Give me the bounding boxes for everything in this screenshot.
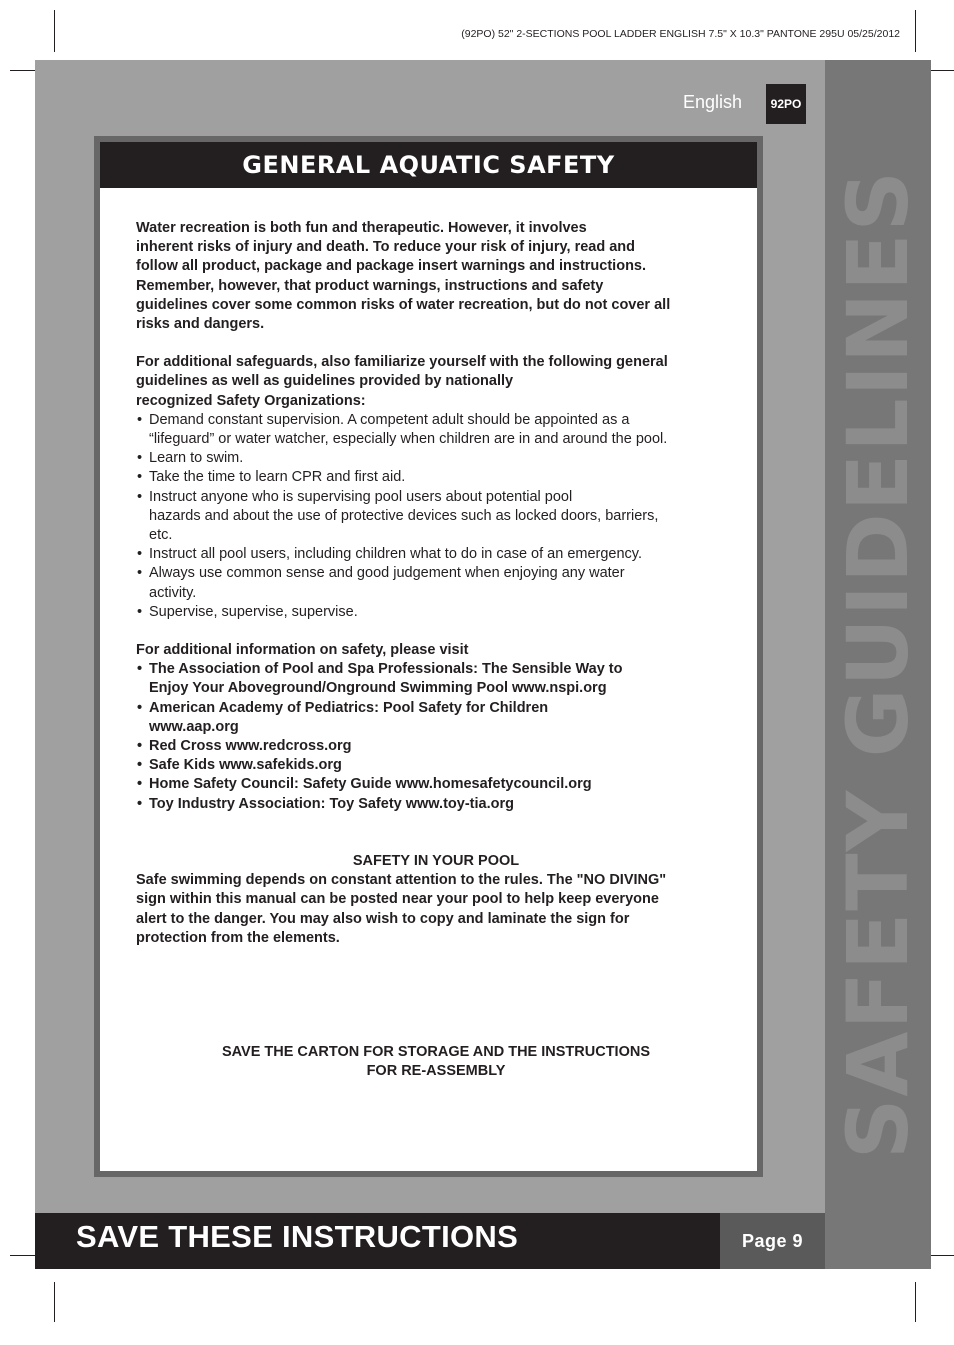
panel-content [136, 219, 736, 1081]
panel-title: GENERAL AQUATIC SAFETY [100, 142, 757, 188]
list-item: • Safe Kids www.safekids.org [136, 756, 736, 775]
list-item: • The Association of Pool and Spa Professionals: The Sensible Way to Enjoy Your Aboveground/Onground Swimming Pool www.nspi.org [136, 660, 736, 698]
list-item: • Learn to swim. [136, 449, 736, 468]
safeguards-paragraph: For additional safeguards, also familiarize yourself with the following general guidelines as well as guidelines provided by nationally recognized Safety Organizations: [136, 354, 668, 409]
list-item: • Always use common sense and good judgement when enjoying any water activity. [136, 564, 736, 602]
print-spec-line: (92PO) 52" 2-SECTIONS POOL LADDER ENGLISH 7.5" X 10.3" PANTONE 295U 05/25/2012 [461, 28, 900, 40]
carton-notice: SAVE THE CARTON FOR STORAGE AND THE INSTRUCTIONS FOR RE-ASSEMBLY [221, 1043, 651, 1080]
list-item: • Home Safety Council: Safety Guide www.homesafetycouncil.org [136, 775, 736, 794]
side-strip [825, 60, 931, 1269]
side-banner-text: SAFETY GUIDELINES [829, 168, 927, 1160]
guideline-list [136, 411, 736, 622]
crop-mark [915, 10, 916, 52]
intro-paragraph: Water recreation is both fun and therapeutic. However, it involves inherent risks of injury and death. To reduce your risk of injury, read and follow all product, package and package insert warnings and instructions. Remember, however, that product warnings, instructions and safety guidelines cover some common risks of water recreation, but do not cover all risks and dangers. [136, 220, 671, 333]
list-item: • Red Cross www.redcross.org [136, 737, 736, 756]
pool-safety-paragraph: Safe swimming depends on constant attention to the rules. The "NO DIVING" sign within this manual can be posted near your pool to help keep everyone alert to the danger. You may also wish to copy and laminate the sign for protection from the elements. [136, 872, 667, 946]
list-item: • Instruct anyone who is supervising pool users about potential pool hazards and about the use of protective devices such as locked doors, barriers, etc. [136, 488, 736, 546]
pool-safety-heading: SAFETY IN YOUR POOL [352, 852, 520, 869]
crop-mark [931, 1255, 954, 1256]
safety-panel [94, 136, 763, 1177]
crop-mark [54, 1282, 55, 1322]
page-number: Page 9 [720, 1213, 825, 1269]
resources-heading: For additional information on safety, please visit [136, 642, 469, 659]
resource-list [136, 660, 736, 814]
crop-mark [10, 70, 36, 71]
list-item: • Demand constant supervision. A competent adult should be appointed as a “lifeguard” or water watcher, especially when children are in and around the pool. [136, 411, 736, 449]
language-label: English [683, 92, 743, 112]
crop-mark [54, 10, 55, 52]
crop-mark [10, 1255, 36, 1256]
list-item: • Take the time to learn CPR and first aid. [136, 468, 736, 487]
crop-mark [931, 70, 954, 71]
footer-title: SAVE THESE INSTRUCTIONS [76, 1219, 519, 1254]
product-code-badge: 92PO [766, 84, 806, 124]
list-item: • American Academy of Pediatrics: Pool Safety for Children www.aap.org [136, 699, 736, 737]
list-item: • Instruct all pool users, including children what to do in case of an emergency. [136, 545, 736, 564]
list-item: • Supervise, supervise, supervise. [136, 603, 736, 622]
list-item: • Toy Industry Association: Toy Safety www.toy-tia.org [136, 795, 736, 814]
crop-mark [915, 1282, 916, 1322]
